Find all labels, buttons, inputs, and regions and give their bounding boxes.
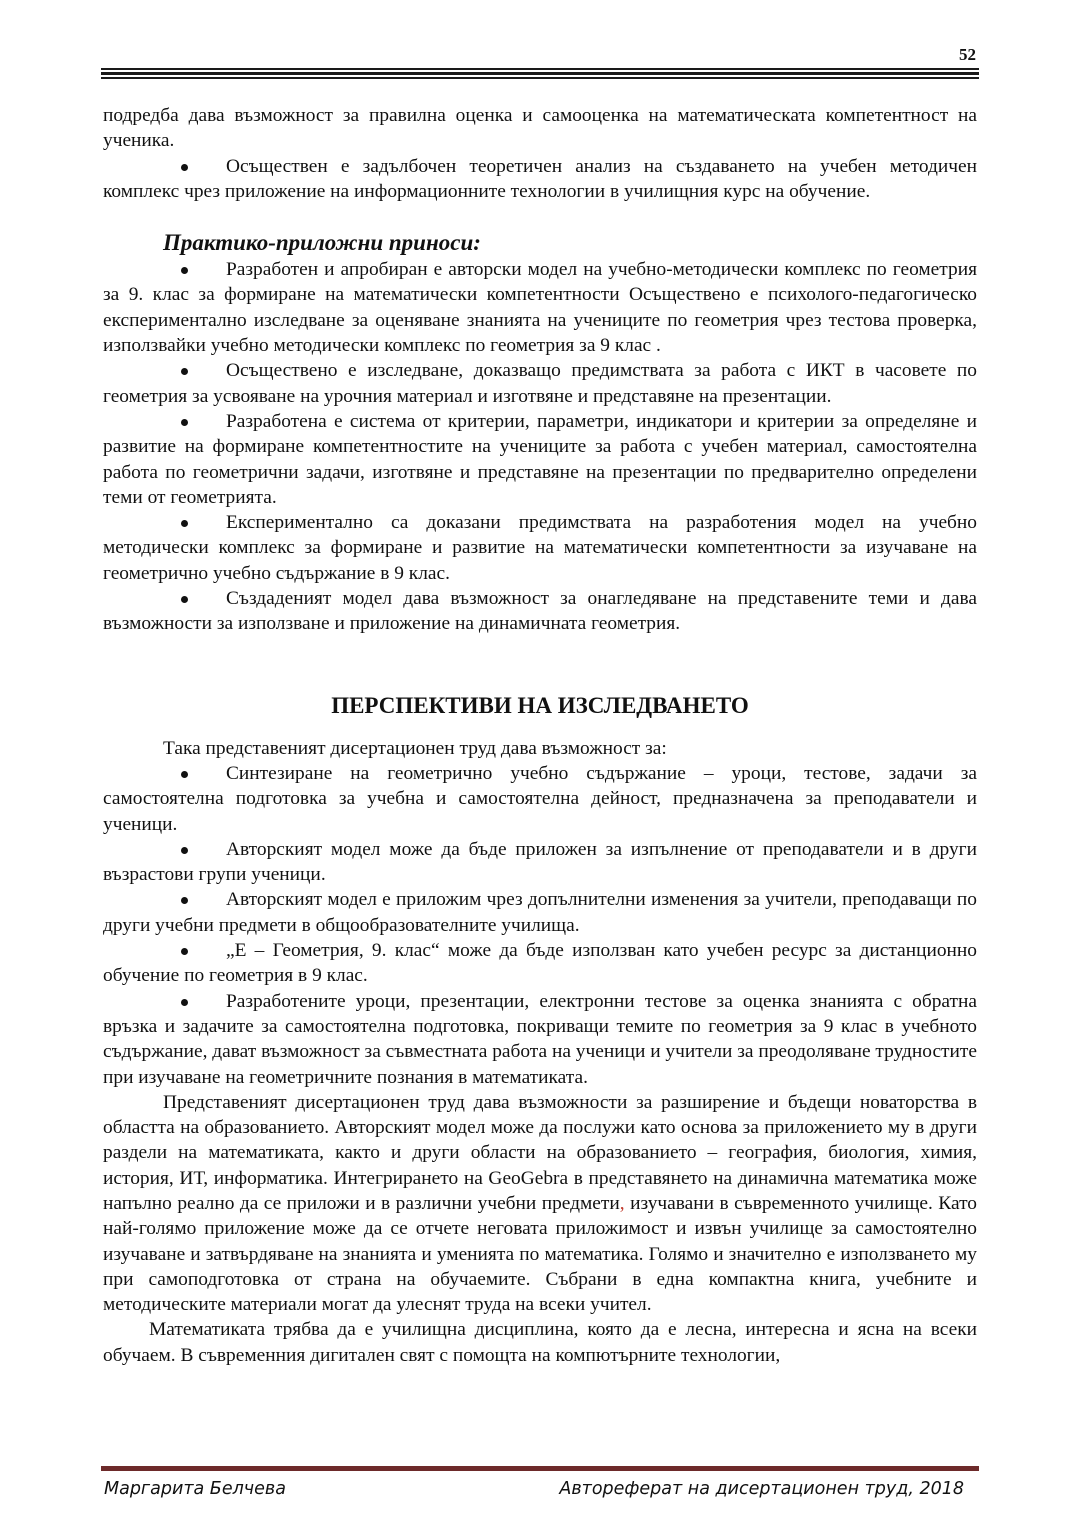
perspectives-paragraph-2: Математиката трябва да е училищна дисциплина, която да е лесна, интересна и ясна на всеки обучаем. В съвременния дигитален свят с помощта на компютърните технологии, xyxy=(103,1319,977,1366)
bullet-icon xyxy=(181,596,188,603)
perspectives-bullet-4: „Е – Геометрия, 9. клас“ може да бъде използван като учебен ресурс за дистанционно обучение по геометрия в 9 клас. xyxy=(103,940,977,987)
bullet-icon xyxy=(181,771,188,778)
page-footer xyxy=(104,1478,964,1500)
footer-title: Автореферат на дисертационен труд, 2018 xyxy=(559,1479,964,1499)
header-rule-thick xyxy=(101,72,979,75)
practical-bullet-3: Разработена е система от критерии, параметри, индикатори и критерии за определяне и развитие на формиране компетентностите на учениците за работа с учебен материал, самостоятелна работа по геометрични задачи, изготвяне и представяне на презентации по предварително определени теми от геометрията. xyxy=(103,410,977,508)
bullet-icon xyxy=(181,520,188,527)
perspectives-bullet-1: Синтезиране на геометрично учебно съдържание – уроци, тестове, задачи за самостоятелна подготовка за учебна и самостоятелна дейност, предназначена за преподаватели и ученици. xyxy=(103,762,977,835)
practical-bullet-2: Осъществено е изследване, доказващо предимствата за работа с ИКТ в часовете по геометрия за усвояване на урочния материал и изготвяне и представяне на презентации. xyxy=(103,360,977,407)
practical-heading: Практико-приложни приноси: xyxy=(163,230,481,256)
perspectives-bullet-5: Разработените уроци, презентации, електронни тестове за оценка знанията с обратна връзка и задачите за самостоятелна подготовка, покриващи темите по геометрия за 9 клас в учебното съдържание, дават възможност за съвместната работа на ученици и учители за преодоляване трудностите при изучаване на геометричните познания в математиката. xyxy=(103,990,977,1088)
practical-bullet-4: Експериментално са доказани предимствата на разработения модел на учебно методически комплекс за формиране и развитие на математически компетентности за изучаване на геометрично учебно съдържание в 9 клас. xyxy=(103,512,977,584)
perspectives-heading: ПЕРСПЕКТИВИ НА ИЗСЛЕДВАНЕТО xyxy=(331,692,749,718)
header-rule-bottom xyxy=(101,77,979,79)
intro-bullet: Осъществен е задълбочен теоретичен анализ на създаването на учебен методичен комплекс чрез приложение на информационните технологии в училищния курс на обучение. xyxy=(103,155,977,202)
practical-bullet-1: Разработен и апробиран е авторски модел на учебно-методически комплекс по геометрия за 9. клас за формиране на математически компетентности Осъществено е психолого-педагогическо експериментално изследване за оценяване знанията на учениците по геометрия чрез тестова проверка, използвайки учебно методически комплекс по геометрия за 9 клас . xyxy=(103,259,977,357)
bullet-icon xyxy=(181,419,188,426)
footer-rule xyxy=(101,1466,979,1471)
bullet-icon xyxy=(181,948,188,955)
practical-bullet-5: Създаденият модел дава възможност за онагледяване на представените теми и дава възможности за използване и приложение на динамичната геометрия. xyxy=(103,588,977,635)
perspectives-paragraph-1: Представеният дисертационен труд дава възможности за разширение и бъдещи новаторства в областта на образованието. Авторският модел може да послужи като основа за приложението му в други раздели на математиката, както и други области на образованието – география, биология, химия, история, ИТ, информатика. Интегрирането на GeoGebra в представянето на динамична математика може напълно реално да се приложи и в различни учебни предмети, изучавани в съвременното училище. Като най-голямо приложение може да се отчете неговата приложимост и извън училище за самостоятелно изучаване и затвърдяване на знанията и уменията по математика. Голямо и значително е използването му при самоподготовка от страна на обучаемите. Събрани в една компактна книга, учебните и методическите материали могат да улеснят труда на всеки учител. xyxy=(103,1091,977,1316)
perspectives-bullet-2: Авторският модел може да бъде приложен за изпълнение от преподаватели и в други възрастови групи ученици. xyxy=(103,838,977,886)
bullet-icon xyxy=(181,847,188,854)
perspectives-lead: Така представеният дисертационен труд дава възможност за: xyxy=(163,737,667,759)
page-number: 52 xyxy=(959,45,976,64)
perspectives-bullet-3: Авторският модел е приложим чрез допълнителни изменения за учители, преподаващи по други учебни предмети в общообразователните училища. xyxy=(103,889,977,936)
bullet-icon xyxy=(181,267,188,274)
document-body xyxy=(103,103,977,1368)
bullet-icon xyxy=(181,164,188,171)
intro-paragraph: подредба дава възможност за правилна оценка и самооценка на математическата компетентност на ученика. xyxy=(103,105,977,152)
bullet-icon xyxy=(181,368,188,375)
header-rule xyxy=(101,68,979,70)
bullet-icon xyxy=(181,999,188,1006)
footer-author: Маргарита Белчева xyxy=(104,1479,286,1499)
bullet-icon xyxy=(181,897,188,904)
